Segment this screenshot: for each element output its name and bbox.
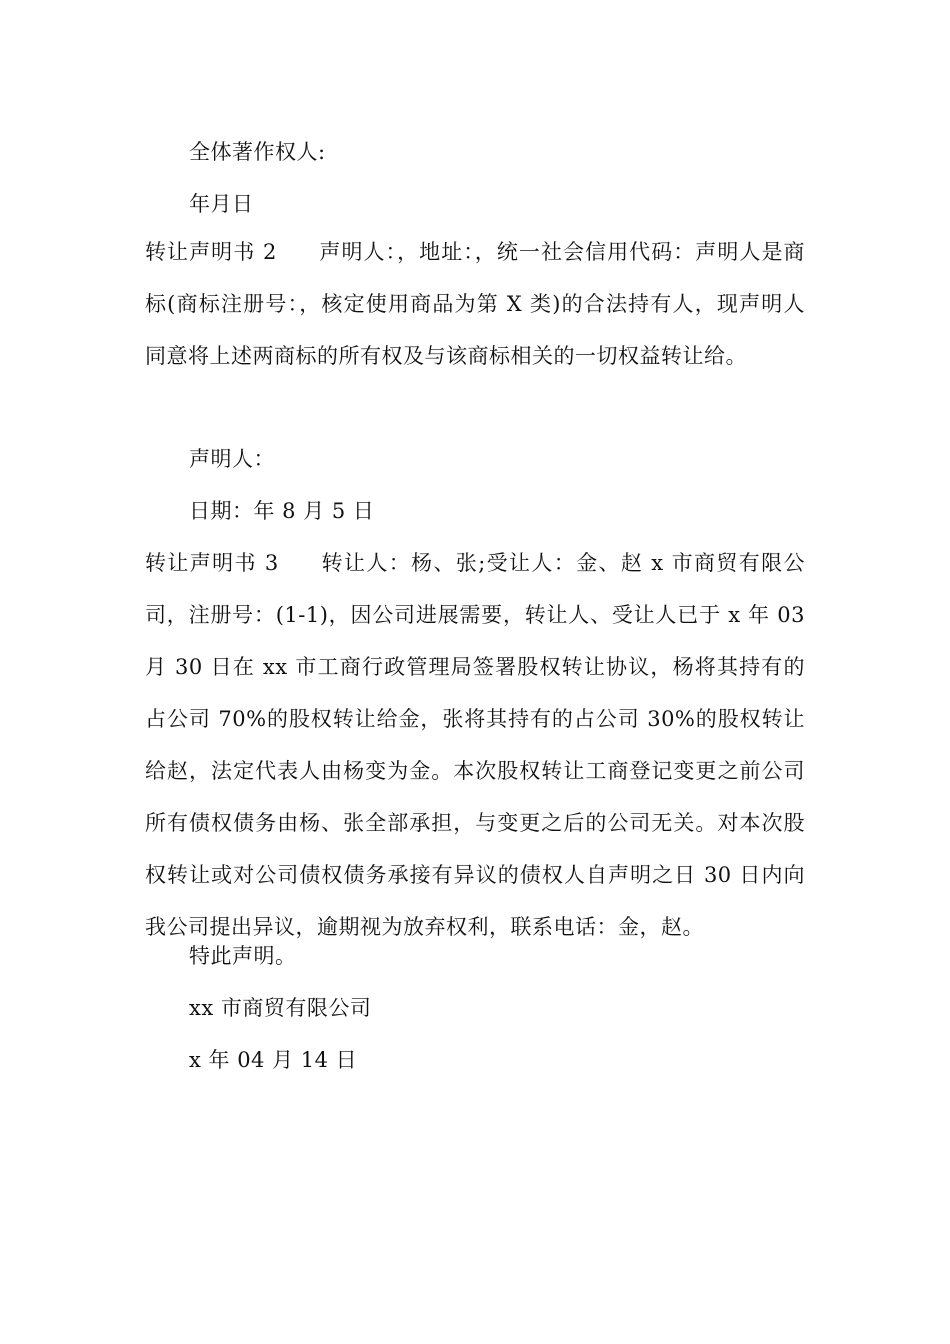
declaration-3-heading: 转让声明书 3	[145, 551, 279, 575]
date-placeholder-line: 年月日	[189, 192, 254, 216]
declaration-2-body: 声明人：，地址：，统一社会信用代码：声明人是商标(商标注册号：，核定使用商品为第 X 类)的合法持有人，现声明人同意将上述两商标的所有权及与该商标相关的一切权益转让给。	[145, 240, 805, 368]
declaration-2-paragraph	[145, 226, 805, 382]
closing-statement: 特此声明。	[189, 944, 297, 968]
company-signature: xx 市商贸有限公司	[189, 996, 372, 1020]
declaration-2-date: 日期：年 8 月 5 日	[189, 499, 375, 523]
declarant-line: 声明人：	[189, 447, 275, 471]
declaration-3-paragraph	[145, 537, 805, 953]
signature-date: x 年 04 月 14 日	[189, 1048, 358, 1072]
addressee-line: 全体著作权人:	[189, 140, 326, 164]
declaration-2-heading: 转让声明书 2	[145, 240, 277, 264]
declaration-3-body: 转让人：杨、张;受让人：金、赵 x 市商贸有限公司，注册号：(1-1)，因公司进展需要，转让人、受让人已于 x 年 03 月 30 日在 xx 市工商行政管理局签署股权转让协议，杨将其持有的占公司 70%的股权转让给金，张将其持有的占公司 30%的股权转让给赵，法定代表人由杨变为金。本次股权转让工商登记变更之前公司所有债权债务由杨、张全部承担，与变更之后的公司无关。对本次股权转让或对公司债权债务承接有异议的债权人自声明之日 30 日内向我公司提出异议，逾期视为放弃权利，联系电话：金，赵。	[145, 551, 805, 939]
